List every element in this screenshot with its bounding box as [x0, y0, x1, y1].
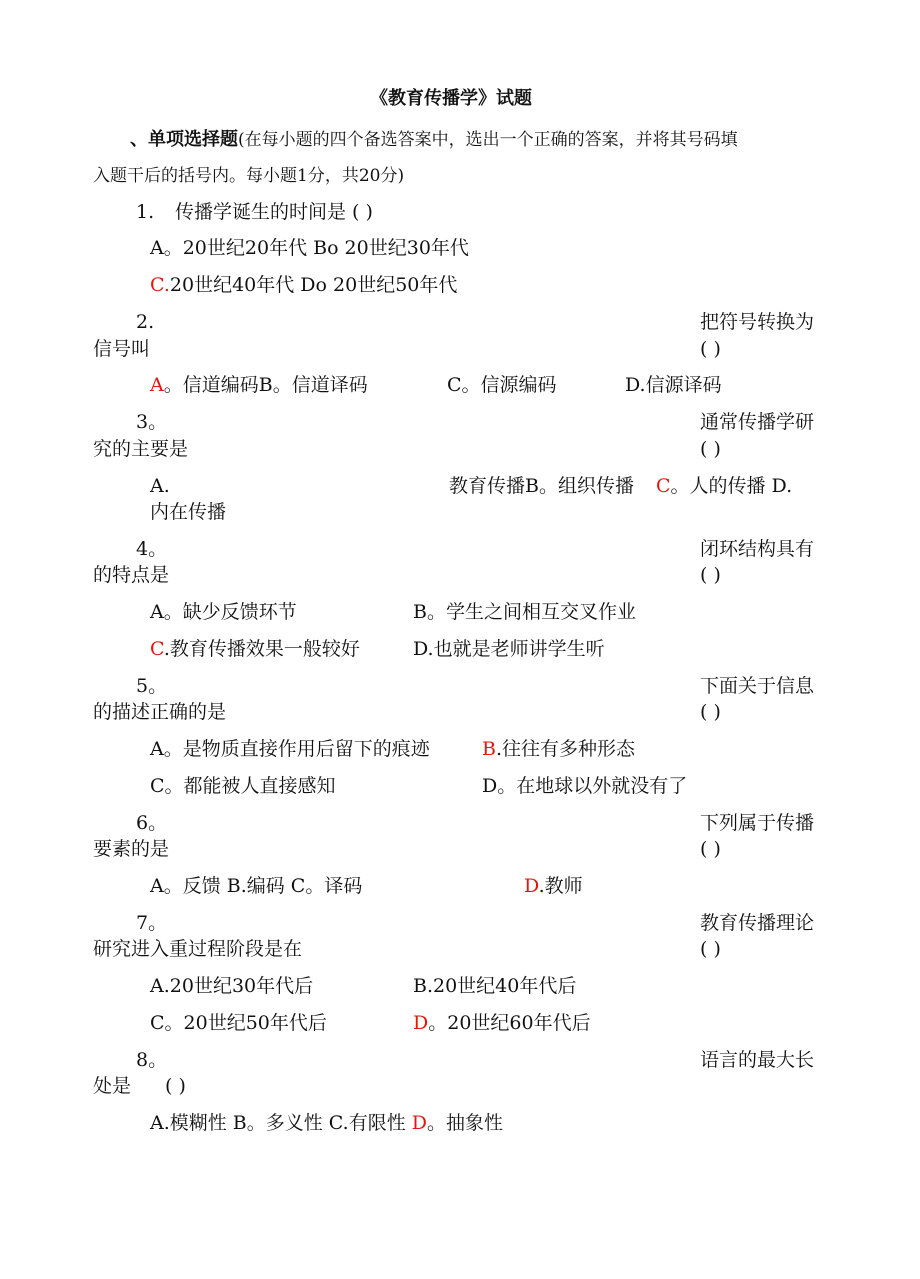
- answer-marker: C.: [150, 274, 170, 296]
- question-2-bracket: ( ): [700, 338, 721, 360]
- question-4-option-d: D.也就是老师讲学生听: [413, 638, 605, 660]
- answer-marker: D: [411, 1112, 427, 1134]
- question-6-bracket: ( ): [700, 838, 721, 860]
- question-4-option-c: [150, 638, 360, 660]
- answer-marker: D: [524, 875, 539, 897]
- question-1-stem: 传播学诞生的时间是 ( ): [175, 201, 373, 223]
- answer-marker: C: [150, 638, 164, 660]
- question-8-options: [150, 1112, 503, 1134]
- question-7-option-c: C。20世纪50年代后: [150, 1012, 327, 1034]
- question-7-number: 7。: [136, 912, 168, 934]
- question-3-number: 3。: [136, 411, 168, 433]
- answer-marker: A: [150, 374, 164, 396]
- option-text: .教育传播效果一般较好: [163, 638, 360, 660]
- question-5-option-c: C。都能被人直接感知: [150, 775, 336, 797]
- question-6-number: 6。: [136, 812, 168, 834]
- question-6-option-d: [524, 875, 583, 897]
- question-4-option-a: A。缺少反馈环节: [150, 601, 297, 623]
- question-4-option-b: B。学生之间相互交叉作业: [413, 601, 636, 623]
- question-2-number: 2.: [136, 311, 155, 333]
- section-heading: 、单项选择题: [130, 129, 238, 150]
- answer-marker: D: [413, 1012, 429, 1034]
- question-7-stem-right: 教育传播理论: [700, 912, 815, 934]
- question-3-option-a-label: A.: [150, 475, 170, 497]
- question-2-option-d: D.信源译码: [625, 374, 722, 396]
- question-7-bracket: ( ): [700, 938, 721, 960]
- option-text: 。抽象性: [426, 1112, 503, 1134]
- option-text: .往往有多种形态: [495, 738, 636, 760]
- question-3-option-d: 内在传播: [150, 501, 227, 523]
- question-5-option-a: A。是物质直接作用后留下的痕迹: [150, 738, 430, 760]
- question-4-stem-right: 闭环结构具有: [700, 538, 815, 560]
- answer-marker: B: [482, 738, 496, 760]
- question-6-stem-left: 要素的是: [93, 838, 170, 860]
- section-header: [130, 128, 738, 151]
- option-text: 。信道编码B。信道译码: [163, 374, 368, 396]
- question-8-stem-right: 语言的最大长: [700, 1049, 815, 1071]
- section-instruction: (在每小题的四个备选答案中，选出一个正确的答案，并将其号码填: [238, 130, 738, 150]
- question-5-number: 5。: [136, 675, 168, 697]
- page-title: 《教育传播学》试题: [370, 88, 532, 109]
- option-text: 20世纪40年代 Do 20世纪50年代: [169, 274, 458, 296]
- question-2-option-ab: [150, 374, 368, 396]
- question-3-stem-right: 通常传播学研: [700, 411, 815, 433]
- question-1-options-cd: [150, 274, 457, 296]
- option-text: 教育传播B。组织传播: [449, 475, 634, 497]
- question-5-option-d: D。在地球以外就没有了: [482, 775, 688, 797]
- section-instruction-cont: 入题干后的括号内。每小题1分，共20分): [93, 166, 405, 186]
- question-1-number: 1.: [136, 201, 155, 223]
- question-1-options-ab: A。20世纪20年代 Bo 20世纪30年代: [150, 237, 469, 259]
- option-text: 。人的传播 D.: [670, 475, 793, 497]
- question-7-stem-left: 研究进入重过程阶段是在: [93, 938, 303, 960]
- question-8-number: 8。: [136, 1049, 168, 1071]
- question-7-option-a: A.20世纪30年代后: [150, 975, 314, 997]
- question-6-stem-right: 下列属于传播: [700, 812, 815, 834]
- question-8-stem-left: 处是: [93, 1075, 132, 1097]
- option-text: .教师: [538, 875, 583, 897]
- answer-marker: C: [655, 475, 671, 497]
- question-4-number: 4。: [136, 538, 168, 560]
- question-5-bracket: ( ): [700, 701, 721, 723]
- question-8-bracket: ( ): [165, 1075, 186, 1097]
- question-4-stem-left: 的特点是: [93, 564, 170, 586]
- question-3-options: [449, 475, 792, 497]
- question-3-stem-left: 究的主要是: [93, 438, 189, 460]
- question-3-bracket: ( ): [700, 438, 721, 460]
- question-2-stem-left: 信号叫: [93, 338, 151, 360]
- option-text: 。20世纪60年代后: [428, 1012, 591, 1034]
- question-2-stem-right: 把符号转换为: [700, 311, 815, 333]
- question-6-options-abc: A。反馈 B.编码 C。译码: [150, 875, 363, 897]
- question-7-option-b: B.20世纪40年代后: [413, 975, 577, 997]
- option-text: A.模糊性 B。多义性 C.有限性: [150, 1112, 412, 1134]
- question-5-stem-left: 的描述正确的是: [93, 701, 227, 723]
- question-5-stem-right: 下面关于信息: [700, 675, 815, 697]
- question-5-option-b: [482, 738, 635, 760]
- question-4-bracket: ( ): [700, 564, 721, 586]
- question-2-option-c: C。信源编码: [447, 374, 557, 396]
- question-7-option-d: [413, 1012, 591, 1034]
